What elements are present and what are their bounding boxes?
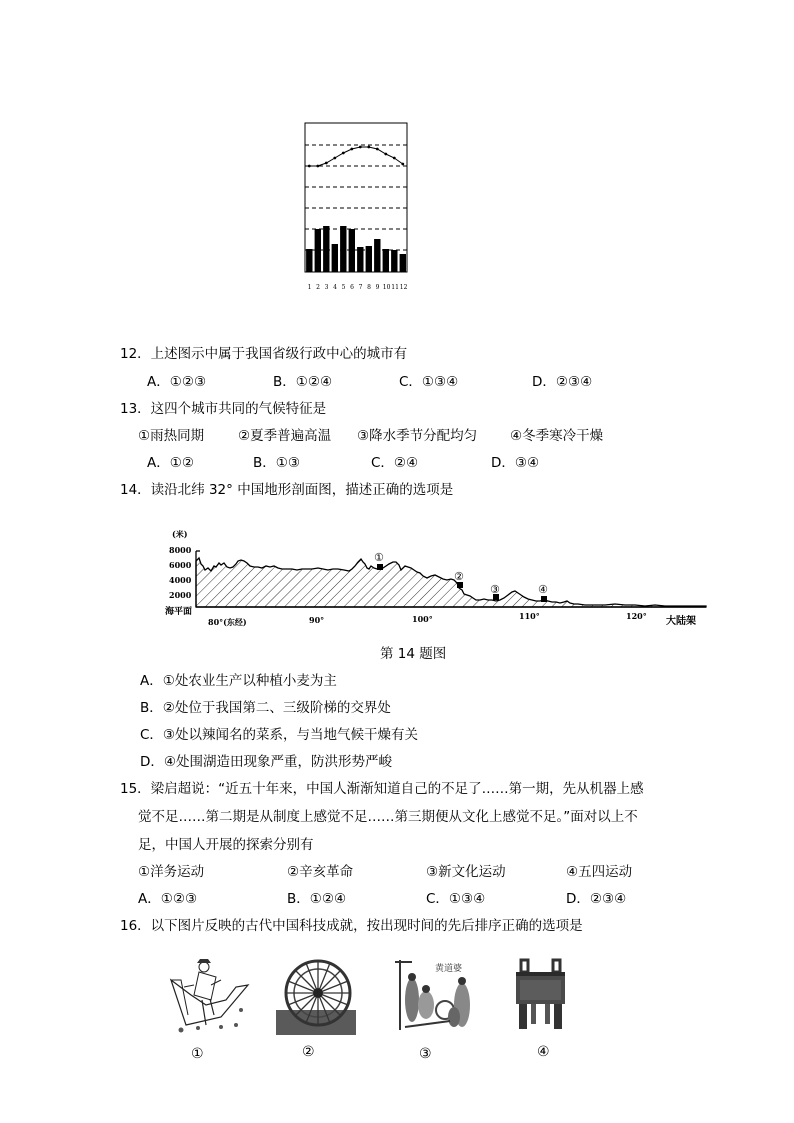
q12-option-d[interactable]: D．②③④ [532, 374, 593, 390]
q15-item-3: ③新文化运动 [426, 864, 506, 880]
temp-point [316, 165, 319, 168]
month-label: 6 [350, 284, 354, 291]
precip-bar [366, 246, 372, 272]
marker-2: ② [454, 570, 464, 583]
precip-bar [315, 229, 321, 272]
month-label: 7 [358, 284, 363, 291]
temp-point [350, 148, 353, 151]
q14-option-d[interactable]: D．④处围湖造田现象严重，防洪形势严峻 [140, 754, 392, 770]
month-label: 2 [316, 284, 320, 291]
y-tick-8000: 8000 [169, 545, 192, 555]
picture-3-huang-daopo-spinning [390, 955, 480, 1035]
climate-chart [300, 118, 415, 298]
q13-item-1: ①雨热同期 [138, 428, 205, 444]
picture-4-bronze-ding [513, 955, 568, 1035]
q12-option-c[interactable]: C．①③④ [399, 374, 459, 390]
q15-item-2: ②辛亥革命 [287, 864, 354, 880]
month-label: 10 [382, 284, 391, 291]
month-label: 9 [375, 284, 380, 291]
unit-label: (米) [172, 529, 188, 539]
temp-point [401, 163, 404, 166]
q13-option-d[interactable]: D．③④ [491, 455, 540, 471]
temp-point [333, 157, 336, 160]
temp-point [325, 162, 328, 165]
q14-stem: 14．读沿北纬 32° 中国地形剖面图，描述正确的选项是 [120, 482, 454, 498]
temp-point [342, 152, 345, 155]
month-label: 5 [341, 284, 346, 291]
q12-option-a[interactable]: A．①②③ [147, 374, 207, 390]
marker-3: ③ [490, 583, 500, 596]
q12-option-b[interactable]: B．①②④ [273, 374, 333, 390]
q14-option-a[interactable]: A．①处农业生产以种植小麦为主 [140, 673, 337, 689]
precip-bar [323, 226, 329, 272]
q15-item-4: ④五四运动 [566, 864, 633, 880]
q15-option-a[interactable]: A．①②③ [138, 891, 198, 907]
q13-item-4: ④冬季寒冷干燥 [510, 428, 604, 444]
q13-option-a[interactable]: A．①② [147, 455, 194, 471]
picture-2-label: ② [302, 1044, 315, 1060]
temp-point [384, 153, 387, 156]
y-tick-4000: 4000 [169, 575, 192, 585]
picture-2-water-wheel [276, 955, 356, 1035]
y-tick-6000: 6000 [169, 560, 192, 570]
temp-point [376, 148, 379, 151]
q12-stem: 12．上述图示中属于我国省级行政中心的城市有 [120, 346, 408, 362]
marker-4: ④ [538, 583, 548, 596]
month-label: 12 [399, 284, 408, 291]
shelf-label: 大陆架 [666, 616, 696, 627]
precip-bar [349, 229, 355, 272]
q15-item-1: ①洋务运动 [138, 864, 205, 880]
q15-option-c[interactable]: C．①③④ [426, 891, 486, 907]
q13-stem: 13．这四个城市共同的气候特征是 [120, 401, 327, 417]
q15-stem-line-3: 足，中国人开展的探索分别有 [138, 837, 314, 853]
q14-figure-caption: 第 14 题图 [380, 646, 447, 662]
precip-bar [357, 247, 363, 272]
precip-bar [340, 226, 346, 272]
picture-1-boat-illustration [166, 955, 251, 1035]
q14-option-c[interactable]: C．③处以辣闻名的菜系，与当地气候干燥有关 [140, 727, 419, 743]
q13-item-3: ③降水季节分配均匀 [357, 428, 478, 444]
precip-bar [306, 249, 312, 272]
picture-1-label: ① [191, 1046, 204, 1062]
q16-stem: 16．以下图片反映的古代中国科技成就，按出现时间的先后排序正确的选项是 [120, 918, 583, 934]
picture-3-inscription: 黄道婆 [435, 964, 463, 974]
temp-point [308, 165, 311, 168]
picture-4-label: ④ [537, 1044, 550, 1060]
q15-stem-line-1: 15．梁启超说：“近五十年来，中国人渐渐知道自己的不足了……第一期，先从机器上感 [120, 781, 644, 797]
precip-bar [400, 254, 406, 272]
q13-item-2: ②夏季普遍高温 [238, 428, 332, 444]
precip-bar [383, 249, 389, 272]
q15-option-d[interactable]: D．②③④ [566, 891, 627, 907]
terrain-profile-figure [160, 520, 715, 630]
x-label-90: 90° [309, 615, 325, 625]
precip-bar [391, 250, 397, 272]
y-tick-2000: 2000 [169, 590, 192, 600]
precip-bar [374, 239, 380, 272]
temp-point [359, 146, 362, 149]
month-label: 11 [391, 284, 399, 291]
precip-bar [332, 244, 338, 272]
month-label: 1 [307, 284, 312, 291]
q14-option-b[interactable]: B．②处位于我国第二、三级阶梯的交界处 [140, 700, 391, 716]
month-label: 8 [367, 284, 371, 291]
month-label: 3 [324, 284, 329, 291]
x-label-120: 120° [626, 611, 647, 621]
picture-3-label: ③ [419, 1046, 432, 1062]
x-label-100: 100° [412, 614, 433, 624]
q13-option-c[interactable]: C．②④ [371, 455, 419, 471]
x-label-80: 80°(东经) [208, 617, 247, 627]
q15-option-b[interactable]: B．①②④ [287, 891, 347, 907]
temp-point [393, 157, 396, 160]
q15-stem-line-2: 觉不足……第二期是从制度上感觉不足……第三期便从文化上感觉不足。”面对以上不 [138, 809, 638, 825]
q13-option-b[interactable]: B．①③ [253, 455, 300, 471]
x-label-110: 110° [519, 611, 540, 621]
sea-level-label: 海平面 [165, 607, 193, 617]
marker-1: ① [374, 551, 384, 564]
month-label: 4 [333, 284, 337, 291]
temp-point [367, 146, 370, 149]
